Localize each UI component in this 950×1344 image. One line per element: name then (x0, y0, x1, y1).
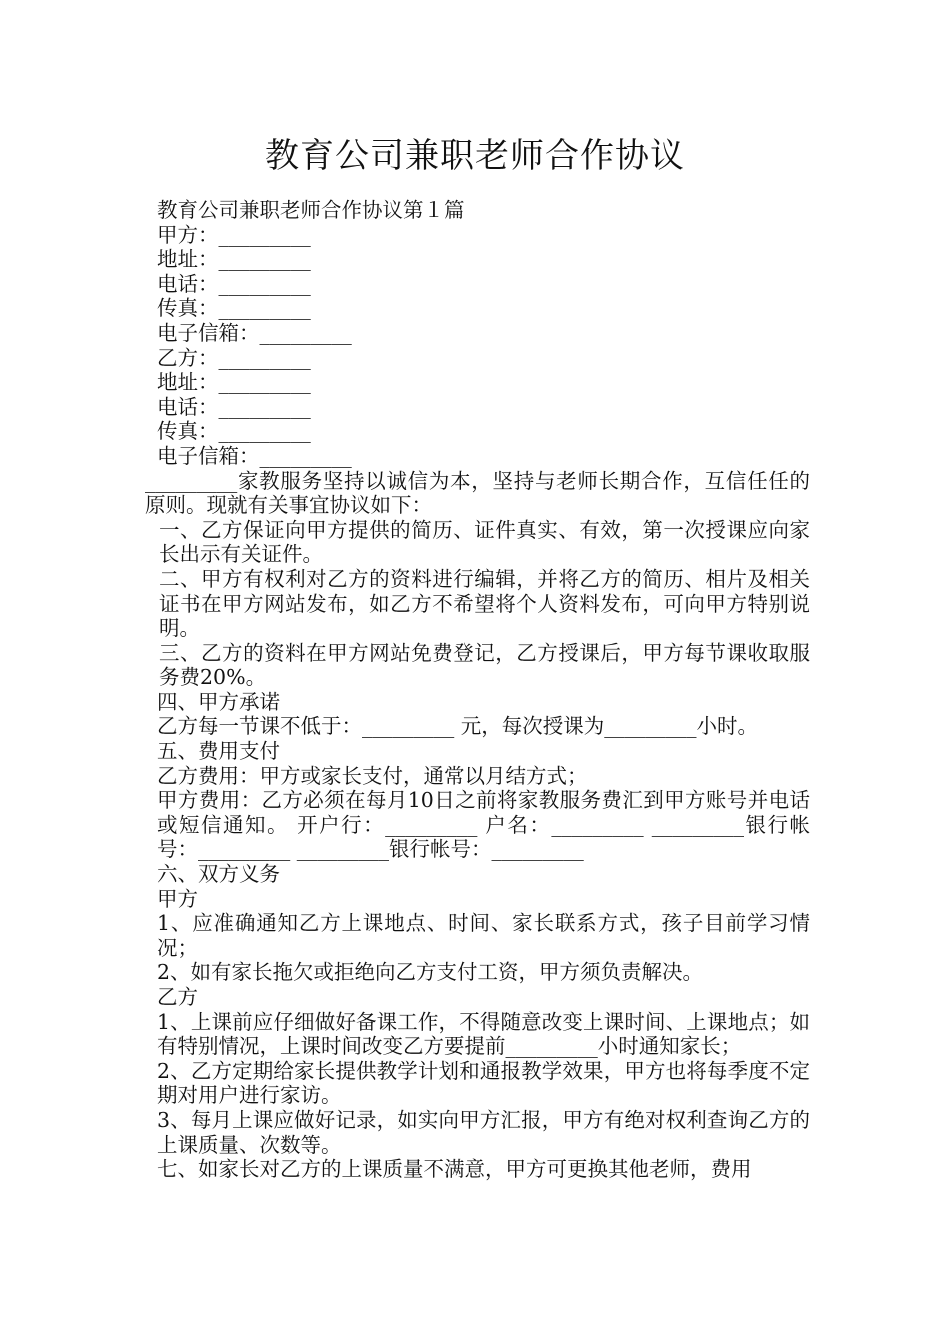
document-line: 电子信箱：_________ (157, 320, 352, 345)
document-line: 2、如有家长拖欠或拒绝向乙方支付工资，甲方须负责解决。 (157, 960, 704, 985)
document-line: 传真：_________ (157, 419, 311, 444)
document-line: 一、乙方保证向甲方提供的简历、证件真实、有效，第一次授课应向家长出示有关证件。 (159, 517, 810, 567)
document-line: 乙方：_________ (157, 345, 311, 370)
document-line: _________家教服务坚持以诚信为本，坚持与老师长期合作，互信任任的原则。现就有关事宜协议如下： (145, 468, 810, 518)
document-line: 电话：_________ (157, 394, 311, 419)
document-body (145, 198, 810, 1182)
document-line: 甲方 (157, 886, 198, 911)
document-line: 乙方每一节课不低于：_________ 元，每次授课为_________小时。 (157, 714, 759, 739)
document-line: 四、甲方承诺 (157, 689, 280, 714)
document-line: 五、费用支付 (157, 739, 280, 764)
document-line: 1、上课前应仔细做好备课工作，不得随意改变上课时间、上课地点；如有特别情况，上课时间改变乙方要提前_________小时通知家长； (157, 1009, 810, 1059)
document-line: 1、应准确通知乙方上课地点、时间、家长联系方式，孩子目前学习情况； (157, 911, 810, 960)
document-line: 甲方：_________ (157, 222, 311, 247)
document-line: 教育公司兼职老师合作协议第１篇 (157, 198, 465, 222)
document-line: 2、乙方定期给家长提供教学计划和通报教学效果，甲方也将每季度不定期对用户进行家访。 (157, 1058, 810, 1108)
document-title: 教育公司兼职老师合作协议 (265, 136, 685, 176)
document-line: 3、每月上课应做好记录，如实向甲方汇报，甲方有绝对权利查询乙方的上课质量、次数等。 (157, 1107, 810, 1157)
document-line: 电话：_________ (157, 271, 311, 296)
document-line: 地址：_________ (157, 247, 311, 272)
document-line: 三、乙方的资料在甲方网站免费登记，乙方授课后，甲方每节课收取服务费20%。 (159, 640, 810, 690)
document-line: 乙方 (157, 985, 198, 1009)
document-line: 乙方费用：甲方或家长支付，通常以月结方式； (157, 763, 588, 788)
document-line: 六、双方义务 (157, 862, 280, 887)
document-line: 甲方费用：乙方必须在每月10日之前将家教服务费汇到甲方账号并电话或短信通知。 开户行：_________ 户名：_________ _________银行帐号：_________ _________银行帐号：_________ (157, 788, 810, 862)
document-line: 电子信箱：_________ (157, 443, 352, 468)
document-line: 传真：_________ (157, 296, 311, 321)
document-line: 二、甲方有权利对乙方的资料进行编辑，并将乙方的简历、相片及相关证书在甲方网站发布，如乙方不希望将个人资料发布，可向甲方特别说明。 (159, 566, 810, 641)
document-line: 七、如家长对乙方的上课质量不满意，甲方可更换其他老师，费用 (157, 1157, 752, 1182)
document-line: 地址：_________ (157, 370, 311, 395)
